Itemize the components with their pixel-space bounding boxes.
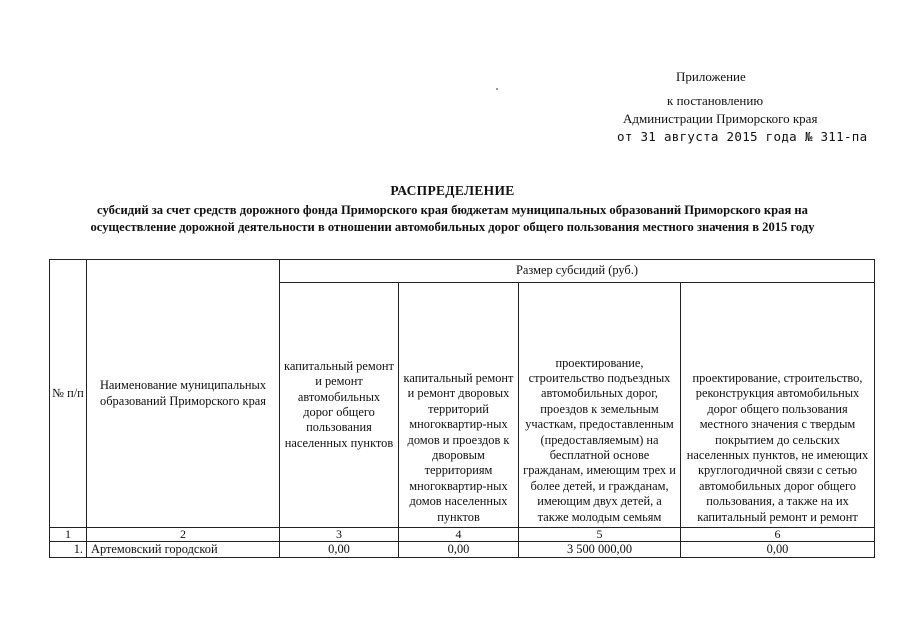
subsidy-distribution-table [49, 259, 875, 558]
appendix-line-date-number: от 31 августа 2015 года № 311-па [617, 129, 868, 144]
column-number: 5 [519, 528, 681, 542]
row-number: 1. [50, 542, 87, 558]
column-number: 4 [399, 528, 519, 542]
column-number-row [50, 528, 875, 542]
table-header-row [50, 260, 875, 283]
row-municipality-name: Артемовский городской [87, 542, 280, 558]
scan-speck [496, 88, 498, 90]
subheader-access-roads: проектирование, строительство подъездных автомобильных дорог, проездов к земельным участкам, предоставленным (предоставляемым) на бесплатной основе гражданам, имеющим трех и более детей, и гражданам, имеющим двух детей, а также молодым семьям [519, 283, 681, 528]
header-municipality-name: Наименование муниципальных образований Приморского края [87, 260, 280, 528]
row-value-yard-repair: 0,00 [399, 542, 519, 558]
header-number: № п/п [50, 260, 87, 528]
appendix-title: Приложение [676, 69, 746, 84]
column-number: 2 [87, 528, 280, 542]
subheader-road-repair: капитальный ремонт и ремонт автомобильных дорог общего пользования населенных пунктов [280, 283, 399, 528]
subheader-yard-repair: капитальный ремонт и ремонт дворовых территорий многоквартир-ных домов и проездов к дворовым территориям многоквартир-ных домов населенных пунктов [399, 283, 519, 528]
row-value-rural-roads: 0,00 [681, 542, 875, 558]
header-subsidy-size: Размер субсидий (руб.) [280, 260, 875, 283]
document-title: РАСПРЕДЕЛЕНИЕ [390, 183, 515, 198]
column-number: 3 [280, 528, 399, 542]
column-number: 6 [681, 528, 875, 542]
document-subtitle: субсидий за счет средств дорожного фонда Приморского края бюджетам муниципальных образований Приморского края на осуществление дорожной деятельности в отношении автомобильных дорог общего пользования местного значения в 2015 году [90, 203, 815, 234]
appendix-line-resolution: к постановлению [667, 93, 764, 108]
column-number: 1 [50, 528, 87, 542]
row-value-access-roads: 3 500 000,00 [519, 542, 681, 558]
table-row [50, 542, 875, 558]
subheader-rural-roads: проектирование, строительство, реконструкция автомобильных дорог общего пользования местного значения с твердым покрытием до сельских населенных пунктов, не имеющих круглогодичной связи с сетью автомобильных дорог общего пользования, а также на их капитальный ремонт и ремонт [681, 283, 875, 528]
row-value-road-repair: 0,00 [280, 542, 399, 558]
appendix-line-administration: Администрации Приморского края [623, 111, 818, 126]
